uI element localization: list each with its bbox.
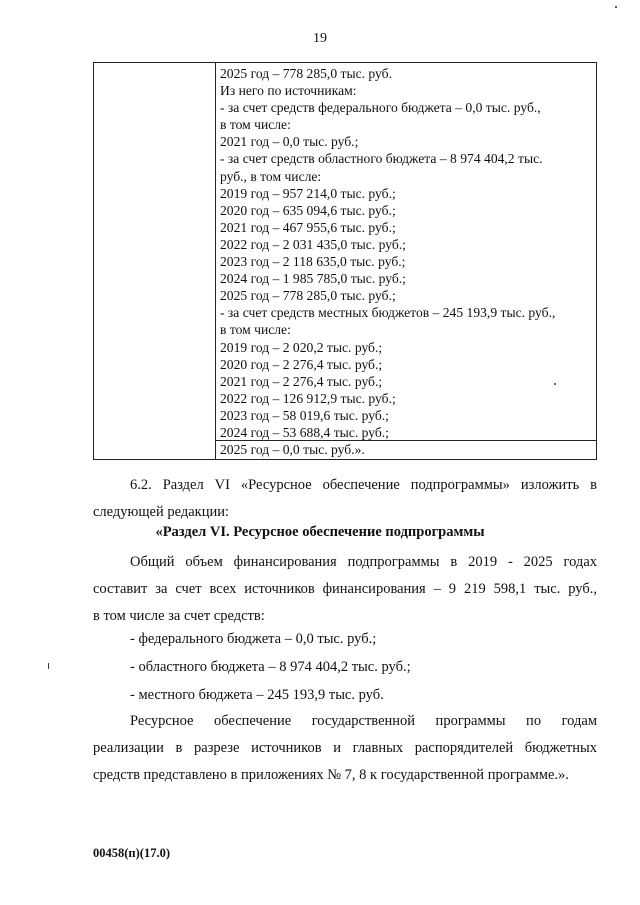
table-row: - за счет средств областного бюджета – 8 974 404,2 тыс. bbox=[220, 151, 543, 167]
table-row: 2020 год – 635 094,6 тыс. руб.; bbox=[220, 202, 396, 218]
total-paragraph-line: в том числе за счет средств: bbox=[93, 608, 265, 624]
table-row: - за счет средств местных бюджетов – 245 193,9 тыс. руб., bbox=[220, 305, 556, 321]
total-paragraph-line: составит за счет всех источников финансирования – 9 219 598,1 тыс. руб., bbox=[93, 581, 597, 597]
section-intro-line: следующей редакции: bbox=[93, 504, 230, 520]
list-item: - местного бюджета – 245 193,9 тыс. руб. bbox=[130, 687, 384, 703]
table-row: в том числе: bbox=[220, 117, 291, 133]
closing-paragraph-line: Ресурсное обеспечение государственной программы по годам bbox=[130, 713, 597, 729]
table-left-column bbox=[94, 63, 216, 459]
section-heading: «Раздел VI. Ресурсное обеспечение подпрограммы bbox=[155, 524, 485, 540]
total-paragraph-line: Общий объем финансирования подпрограммы в 2019 - 2025 годах bbox=[130, 554, 597, 570]
table-row: 2023 год – 58 019,6 тыс. руб.; bbox=[220, 407, 389, 423]
sources-list bbox=[130, 625, 411, 709]
table-row: 2021 год – 0,0 тыс. руб.; bbox=[220, 134, 359, 150]
table-row: 2021 год – 2 276,4 тыс. руб.; bbox=[220, 373, 383, 389]
table-row: 2022 год – 2 031 435,0 тыс. руб.; bbox=[220, 236, 406, 252]
table-row: в том числе: bbox=[220, 322, 291, 338]
table-row: - за счет средств федерального бюджета – 0,0 тыс. руб., bbox=[220, 100, 541, 116]
table-row: 2025 год – 778 285,0 тыс. руб. bbox=[220, 66, 392, 81]
section-intro-line: 6.2. Раздел VI «Ресурсное обеспечение подпрограммы» изложить в bbox=[130, 477, 597, 493]
table-row: 2022 год – 126 912,9 тыс. руб.; bbox=[220, 390, 396, 406]
table-row: 2020 год – 2 276,4 тыс. руб.; bbox=[220, 356, 383, 372]
table-row: 2024 год – 1 985 785,0 тыс. руб.; bbox=[220, 271, 406, 287]
list-item: - федерального бюджета – 0,0 тыс. руб.; bbox=[130, 631, 377, 647]
list-item: - областного бюджета – 8 974 404,2 тыс. руб.; bbox=[130, 659, 411, 675]
document-code: 00458(п)(17.0) bbox=[93, 846, 170, 860]
table-row: руб., в том числе: bbox=[220, 168, 322, 184]
table-row: Из него по источникам: bbox=[220, 83, 357, 99]
scan-speck bbox=[554, 383, 556, 385]
page-number: 19 bbox=[313, 31, 327, 46]
table-row: 2024 год – 53 688,4 тыс. руб.; bbox=[220, 424, 389, 440]
table-inner-rule bbox=[216, 440, 597, 441]
scan-speck bbox=[615, 6, 617, 8]
table-row: 2021 год – 467 955,6 тыс. руб.; bbox=[220, 219, 396, 235]
closing-paragraph-line: реализации в разрезе источников и главных распорядителей бюджетных bbox=[93, 740, 597, 756]
scan-speck bbox=[48, 663, 49, 669]
table-row: 2025 год – 778 285,0 тыс. руб.; bbox=[220, 288, 396, 304]
funding-table bbox=[93, 62, 597, 460]
table-row: 2019 год – 957 214,0 тыс. руб.; bbox=[220, 185, 396, 201]
table-row: 2023 год – 2 118 635,0 тыс. руб.; bbox=[220, 254, 406, 270]
table-row: 2025 год – 0,0 тыс. руб.». bbox=[220, 442, 365, 458]
table-row: 2019 год – 2 020,2 тыс. руб.; bbox=[220, 339, 383, 355]
closing-paragraph-line: средств представлено в приложениях № 7, 8 к государственной программе.». bbox=[93, 767, 569, 783]
table-right-column bbox=[216, 63, 596, 459]
